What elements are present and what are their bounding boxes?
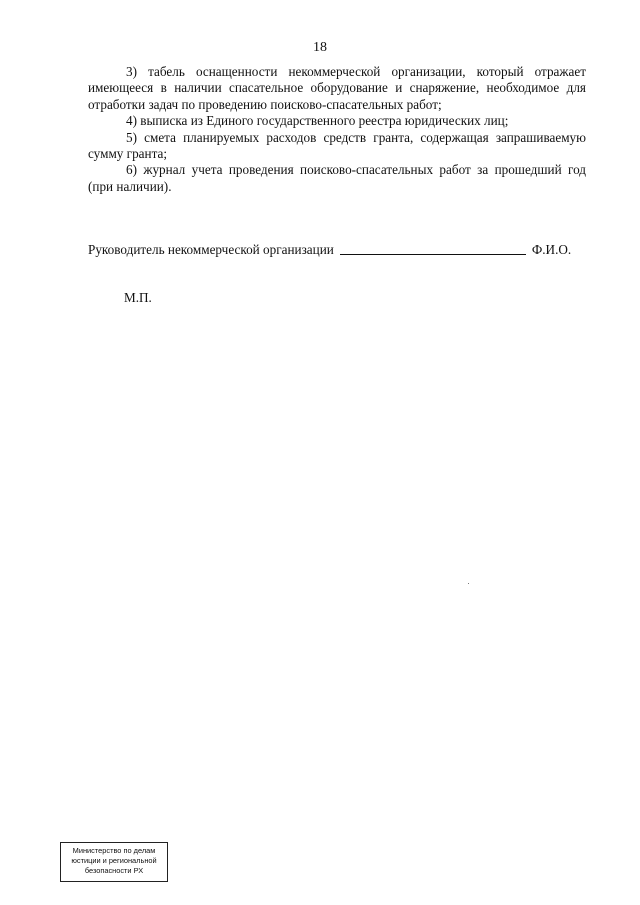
signature-label: Руководитель некоммерческой организации (88, 242, 334, 257)
document-body (88, 64, 586, 195)
signature-line (88, 240, 586, 258)
stamp-place-label: М.П. (124, 290, 152, 305)
ministry-stamp (60, 842, 168, 882)
list-item-6: 6) журнал учета проведения поисково-спасательных работ за прошедший год (при наличии). (88, 162, 586, 194)
page-number: 18 (313, 40, 327, 55)
stamp-line-1: Министерство по делам (72, 846, 156, 855)
list-item-3: 3) табель оснащенности некоммерческой организации, который отражает имеющееся в наличии спасательное оборудование и снаряжение, необходимое для отработки задач по проведению поисково-спасательных работ; (88, 64, 586, 112)
signature-name-hint: Ф.И.О. (531, 242, 572, 257)
stamp-line-3: безопасности РХ (84, 866, 144, 875)
scan-speck (468, 583, 469, 584)
list-item-5: 5) смета планируемых расходов средств гранта, содержащая запрашиваемую сумму гранта; (88, 129, 586, 162)
stamp-line-2: юстиции и региональной (71, 856, 157, 865)
signature-blank (340, 240, 526, 255)
list-item-4: 4) выписка из Единого государственного реестра юридических лиц; (126, 113, 509, 129)
